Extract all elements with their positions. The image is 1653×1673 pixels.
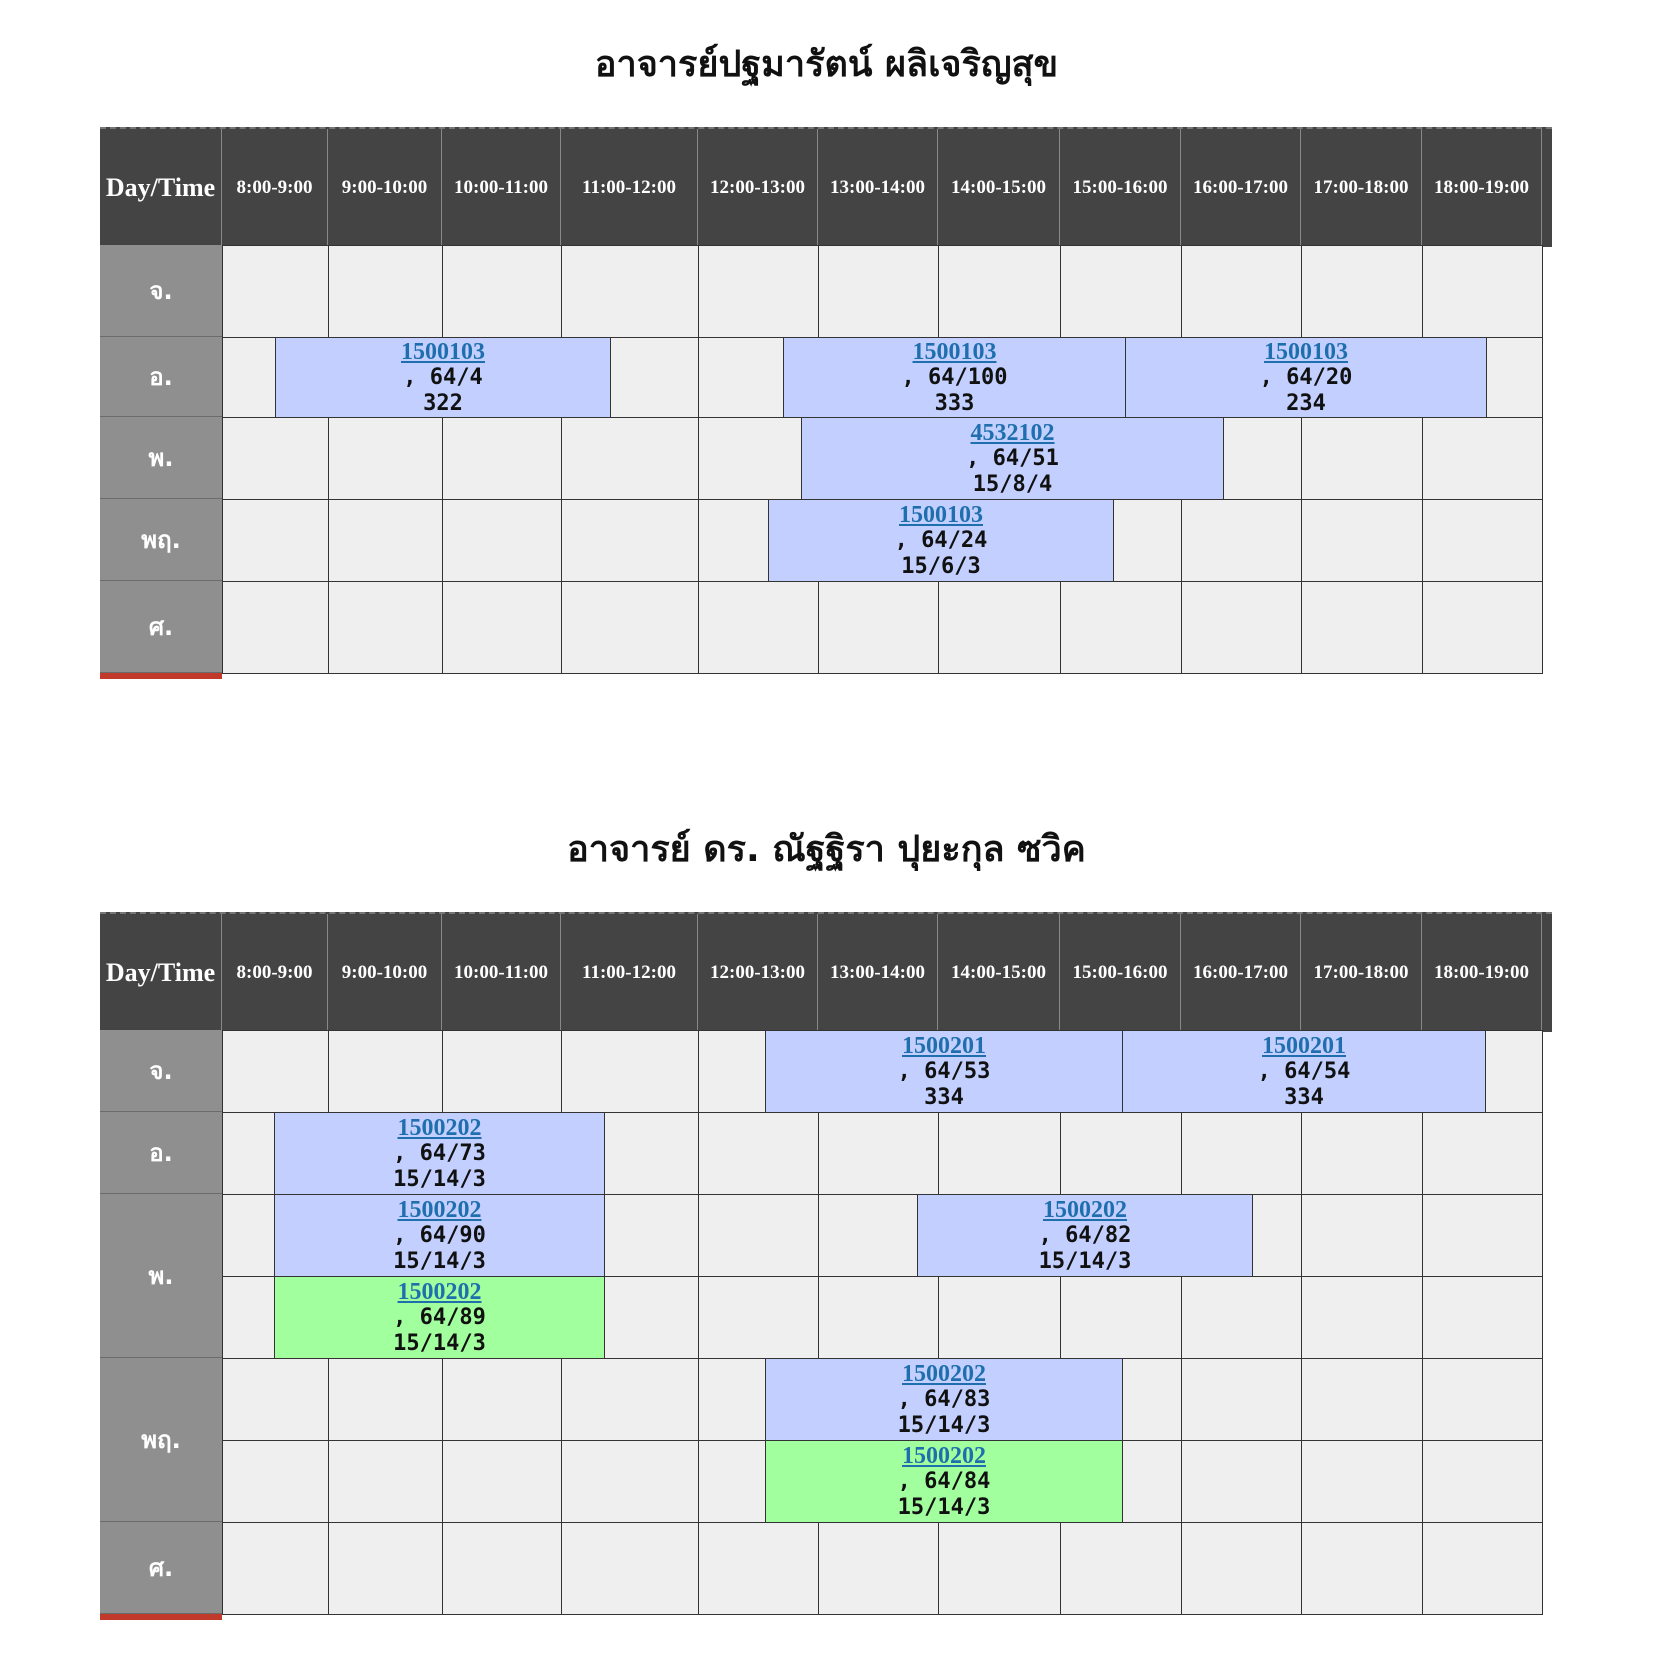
day-label: ศ. [100,1522,222,1614]
day-label: อ. [100,1112,222,1194]
course-block [765,1030,1123,1113]
course-section: , 64/51 [966,445,1059,471]
course-block [768,499,1114,582]
empty-cell [1422,245,1543,338]
empty-cell [328,1522,443,1615]
empty-cell [1181,499,1302,582]
time-header: 17:00-18:00 [1301,129,1422,247]
course-block [1122,1030,1486,1113]
course-section: , 64/53 [897,1058,991,1084]
empty-cell [938,1112,1061,1195]
time-header: 15:00-16:00 [1060,129,1181,247]
day-time-header: Day/Time [100,129,222,247]
course-block [917,1194,1253,1277]
empty-cell [1060,245,1182,338]
empty-cell [1301,1194,1423,1277]
empty-cell [222,581,329,674]
empty-cell [442,581,562,674]
empty-cell [561,417,699,500]
header-row [100,912,1552,1032]
course-room: 15/14/3 [393,1248,486,1274]
empty-cell [222,1440,329,1523]
course-section: , 64/82 [1038,1222,1132,1248]
empty-cell [1181,1358,1302,1441]
course-room: 334 [1284,1084,1324,1110]
course-room: 322 [423,390,463,416]
day-label: พฤ. [100,499,222,581]
course-block [274,1112,605,1195]
empty-cell [938,581,1061,674]
empty-cell [938,245,1061,338]
empty-cell [698,1194,819,1277]
empty-cell [561,1440,699,1523]
course-code-link[interactable]: 1500202 [397,1196,482,1223]
course-code-link[interactable]: 1500202 [397,1278,482,1305]
empty-cell [1422,1112,1543,1195]
day-label: จ. [100,1030,222,1112]
course-code-link[interactable]: 1500103 [401,338,485,365]
time-header: 10:00-11:00 [442,129,561,247]
course-code-link[interactable]: 1500202 [1043,1196,1127,1223]
course-section: , 64/73 [393,1140,486,1166]
empty-cell [222,1358,329,1441]
course-block [1125,337,1487,418]
empty-cell [1060,1276,1182,1359]
course-block [801,417,1224,500]
empty-cell [1422,1522,1543,1615]
empty-cell [222,1522,329,1615]
schedule-table [100,127,1552,680]
time-header: 8:00-9:00 [222,129,328,247]
empty-cell [1301,417,1423,500]
empty-cell [442,245,562,338]
course-code-link[interactable]: 4532102 [970,419,1055,446]
day-label: ศ. [100,581,222,673]
course-block [275,337,611,418]
header-row [100,127,1552,247]
empty-cell [222,499,329,582]
course-code-link[interactable]: 1500103 [912,338,997,365]
empty-cell [698,1112,819,1195]
empty-cell [818,1522,939,1615]
empty-cell [1301,581,1423,674]
empty-cell [938,1276,1061,1359]
empty-cell [561,1030,699,1113]
empty-cell [1060,581,1182,674]
empty-cell [328,581,443,674]
empty-cell [1181,245,1302,338]
time-header: 9:00-10:00 [328,129,442,247]
course-code-link[interactable]: 1500202 [902,1442,986,1469]
empty-cell [1301,1112,1423,1195]
empty-cell [328,499,443,582]
course-section: , 64/4 [403,364,483,390]
empty-cell [442,499,562,582]
time-header: 18:00-19:00 [1422,129,1542,247]
row-marker [100,1614,222,1620]
time-header: 11:00-12:00 [561,129,698,247]
course-code-link[interactable]: 1500202 [397,1114,482,1141]
course-section: , 64/54 [1257,1058,1351,1084]
course-room: 15/8/4 [972,471,1053,497]
empty-cell [1181,1522,1302,1615]
empty-cell [1301,1440,1423,1523]
course-section: , 64/100 [901,364,1008,390]
empty-cell [1181,1440,1302,1523]
time-header: 15:00-16:00 [1060,914,1181,1032]
course-room: 333 [934,390,975,416]
empty-cell [328,245,443,338]
empty-cell [1181,581,1302,674]
day-label: พฤ. [100,1358,222,1522]
empty-cell [698,245,819,338]
empty-cell [561,1358,699,1441]
course-block [765,1358,1123,1441]
empty-cell [1301,245,1423,338]
time-header: 14:00-15:00 [938,129,1060,247]
empty-cell [1422,417,1543,500]
empty-cell [1301,1276,1423,1359]
course-section: , 64/24 [894,527,988,553]
course-code-link[interactable]: 1500201 [1262,1032,1346,1059]
time-header: 9:00-10:00 [328,914,442,1032]
course-code-link[interactable]: 1500103 [1264,338,1348,365]
course-section: , 64/90 [393,1222,486,1248]
time-header: 12:00-13:00 [698,129,818,247]
course-code-link[interactable]: 1500201 [902,1032,986,1059]
course-block [765,1440,1123,1523]
time-header: 13:00-14:00 [818,914,938,1032]
time-header: 12:00-13:00 [698,914,818,1032]
empty-cell [1422,1440,1543,1523]
empty-cell [698,1522,819,1615]
empty-cell [222,1030,329,1113]
course-code-link[interactable]: 1500202 [902,1360,986,1387]
empty-cell [442,1358,562,1441]
empty-cell [1301,499,1423,582]
schedule-table [100,912,1552,1624]
empty-cell [442,1440,562,1523]
time-header: 8:00-9:00 [222,914,328,1032]
course-block [783,337,1126,418]
course-section: , 64/89 [393,1304,486,1330]
empty-cell [818,1112,939,1195]
empty-cell [1181,1276,1302,1359]
empty-cell [698,581,819,674]
course-block [274,1194,605,1277]
day-label: อ. [100,337,222,417]
course-room: 15/14/3 [897,1412,991,1438]
course-room: 15/14/3 [897,1494,991,1520]
empty-cell [1060,1522,1182,1615]
empty-cell [222,417,329,500]
empty-cell [561,499,699,582]
empty-cell [442,417,562,500]
empty-cell [1422,1276,1543,1359]
empty-cell [1301,1358,1423,1441]
course-section: , 64/83 [897,1386,991,1412]
empty-cell [1060,1112,1182,1195]
time-header: 10:00-11:00 [442,914,561,1032]
time-header: 13:00-14:00 [818,129,938,247]
empty-cell [561,245,699,338]
empty-cell [328,1440,443,1523]
course-room: 334 [924,1084,964,1110]
empty-cell [561,1522,699,1615]
course-room: 15/6/3 [901,553,981,579]
empty-cell [442,1522,562,1615]
empty-cell [328,1030,443,1113]
course-room: 15/14/3 [1038,1248,1132,1274]
course-section: , 64/84 [897,1468,991,1494]
empty-cell [561,581,699,674]
day-label: พ. [100,1194,222,1358]
empty-cell [1301,1522,1423,1615]
empty-cell [442,1030,562,1113]
empty-cell [328,1358,443,1441]
day-time-header: Day/Time [100,914,222,1032]
empty-cell [1422,1194,1543,1277]
empty-cell [818,245,939,338]
empty-cell [818,581,939,674]
course-section: , 64/20 [1259,364,1353,390]
time-header: 16:00-17:00 [1181,129,1301,247]
time-header: 17:00-18:00 [1301,914,1422,1032]
time-header: 18:00-19:00 [1422,914,1542,1032]
row-marker [100,673,222,679]
course-room: 15/14/3 [393,1166,486,1192]
course-room: 234 [1286,390,1326,416]
empty-cell [222,245,329,338]
course-code-link[interactable]: 1500103 [899,501,983,528]
empty-cell [328,417,443,500]
empty-cell [938,1522,1061,1615]
empty-cell [818,1276,939,1359]
empty-cell [1422,499,1543,582]
day-label: พ. [100,417,222,499]
time-header: 16:00-17:00 [1181,914,1301,1032]
teacher-title: อาจารย์ปฐมารัตน์ ผลิเจริญสุข [594,44,1059,85]
teacher-title: อาจารย์ ดร. ณัฐฐิรา ปุยะกุล ซวิค [567,829,1086,870]
empty-cell [1422,1358,1543,1441]
time-header: 11:00-12:00 [561,914,698,1032]
day-label: จ. [100,245,222,337]
course-room: 15/14/3 [393,1330,486,1356]
empty-cell [698,1276,819,1359]
empty-cell [1422,581,1543,674]
course-block [274,1276,605,1359]
empty-cell [1181,1112,1302,1195]
time-header: 14:00-15:00 [938,914,1060,1032]
